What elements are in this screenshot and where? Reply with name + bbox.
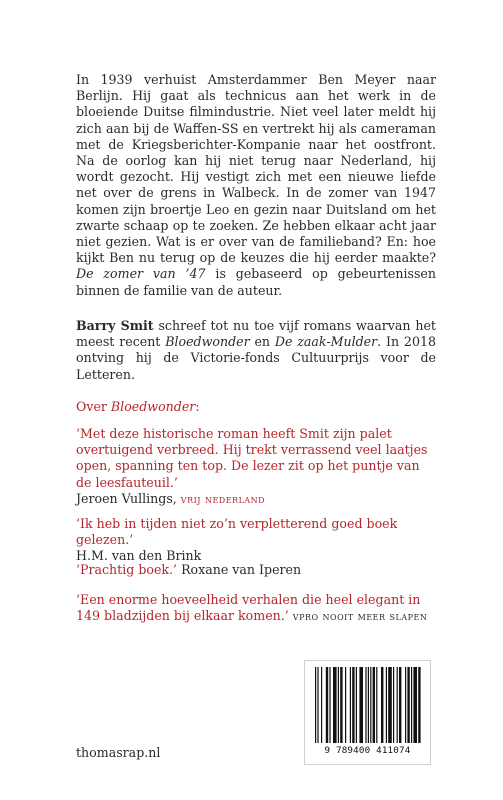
barcode-bar (338, 667, 339, 743)
barcode-bar (388, 667, 392, 743)
synopsis-text: In 1939 verhuist Amsterdammer Ben Meyer naar Berlijn. Hij gaat als technicus aan het werk in de bloeiende Duitse filmindustrie. Niet veel later meldt hij zich aan bij de Waffen-SS en vertrekt hij als cameraman met de Kriegsberichter-Kompanie naar het oostfront. Na de oorlog kan hij niet terug naar Nederland, hij wordt gezocht. Hij vestigt zich met een nieuwe liefde net over de grens in Walbeck. In de zomer van 1947 komen zijn broertje Leo en gezin naar Duitsland om het zwarte schaap op te zoeken. Ze hebben elkaar acht jaar niet gezien. Wat is er over van de familieband? En: hoe kijkt Ben nu terug op de keuzes die hij eerder maakte? (76, 72, 436, 266)
barcode-bar (340, 667, 342, 743)
quote-text: ‘Een enorme hoeveelheid verhalen die heel elegant in 149 bladzijden bij elkaar komen.’ (76, 592, 421, 624)
barcode-bar (352, 667, 354, 743)
barcode-bar (370, 667, 371, 743)
barcode-bar (345, 667, 346, 743)
reviews-heading-suffix: : (195, 399, 200, 414)
author-bio-text: schreef tot nu toe vijf romans waarvan het meest recent (76, 318, 436, 350)
barcode-bar (368, 667, 369, 743)
previous-book-title: Bloedwonder (165, 334, 250, 350)
barcode-bar (399, 667, 401, 743)
review-quote (76, 426, 436, 508)
barcode-bar (376, 667, 377, 743)
barcode-bar (386, 667, 387, 743)
review-quote (76, 562, 436, 578)
barcode-bar (321, 667, 322, 743)
reviewed-book-title: Bloedwonder (110, 399, 196, 414)
isbn-number: 9 789400 411074 (324, 745, 411, 756)
barcode-bar (411, 667, 412, 743)
reviews-heading (76, 399, 200, 414)
barcode-bar (315, 667, 316, 743)
author-name: Barry Smit (76, 318, 154, 333)
quote-text: ‘Prachtig boek.’ (76, 562, 178, 577)
quote-source: H.M. van den Brink (76, 548, 202, 564)
author-bio-text: . In 2018 ontving hij de Victorie-fonds Cultuurprijs voor de Letteren. (76, 334, 436, 382)
quote-source: Jeroen Vullings, (76, 490, 181, 506)
synopsis-paragraph (76, 72, 436, 299)
barcode-bar (405, 667, 406, 743)
publisher-website: thomasrap.nl (76, 745, 161, 760)
quote-publication: vrij nederland (180, 492, 266, 506)
previous-book-title: De zaak-Mulder (274, 334, 378, 350)
barcode-bar (317, 667, 318, 743)
quote-text: ‘Met deze historische roman heeft Smit zijn palet overtuigend verbreed. Hij trekt verrassend veel laatjes open, spanning ten top. De lezer zit op het puntje van de leesfauteuil.’ (76, 426, 428, 490)
barcode-bar (381, 667, 383, 743)
barcode-bar (407, 667, 409, 743)
quote-publication: vpro nooit meer slapen (292, 610, 428, 624)
barcode-bar (365, 667, 366, 743)
barcode-bar (356, 667, 357, 743)
author-bio-text: en (249, 334, 275, 350)
review-quote (76, 592, 436, 625)
barcode-bar (393, 667, 394, 743)
barcode-bar (350, 667, 351, 743)
barcode-bar (413, 667, 417, 743)
book-title: De zomer van ’47 (76, 266, 206, 282)
barcode-bar (397, 667, 398, 743)
author-bio (76, 318, 436, 383)
barcode-bar (333, 667, 337, 743)
isbn-barcode (304, 660, 431, 765)
synopsis (76, 72, 436, 299)
barcode-bar (418, 667, 420, 743)
author-bio-paragraph (76, 318, 436, 383)
barcode-bar (359, 667, 363, 743)
synopsis-text-end: is gebaseerd op gebeurtenissen binnen de familie van de auteur. (76, 266, 436, 298)
reviews-heading-prefix: Over (76, 399, 111, 414)
quote-text: ‘Ik heb in tijden niet zo’n verpletterend goed boek gelezen.’ (76, 516, 398, 548)
quote-source: Roxane van Iperen (177, 562, 302, 577)
barcode-bar (326, 667, 328, 743)
review-quote (76, 516, 436, 565)
barcode-bar (373, 667, 375, 743)
barcode-bar (329, 667, 330, 743)
